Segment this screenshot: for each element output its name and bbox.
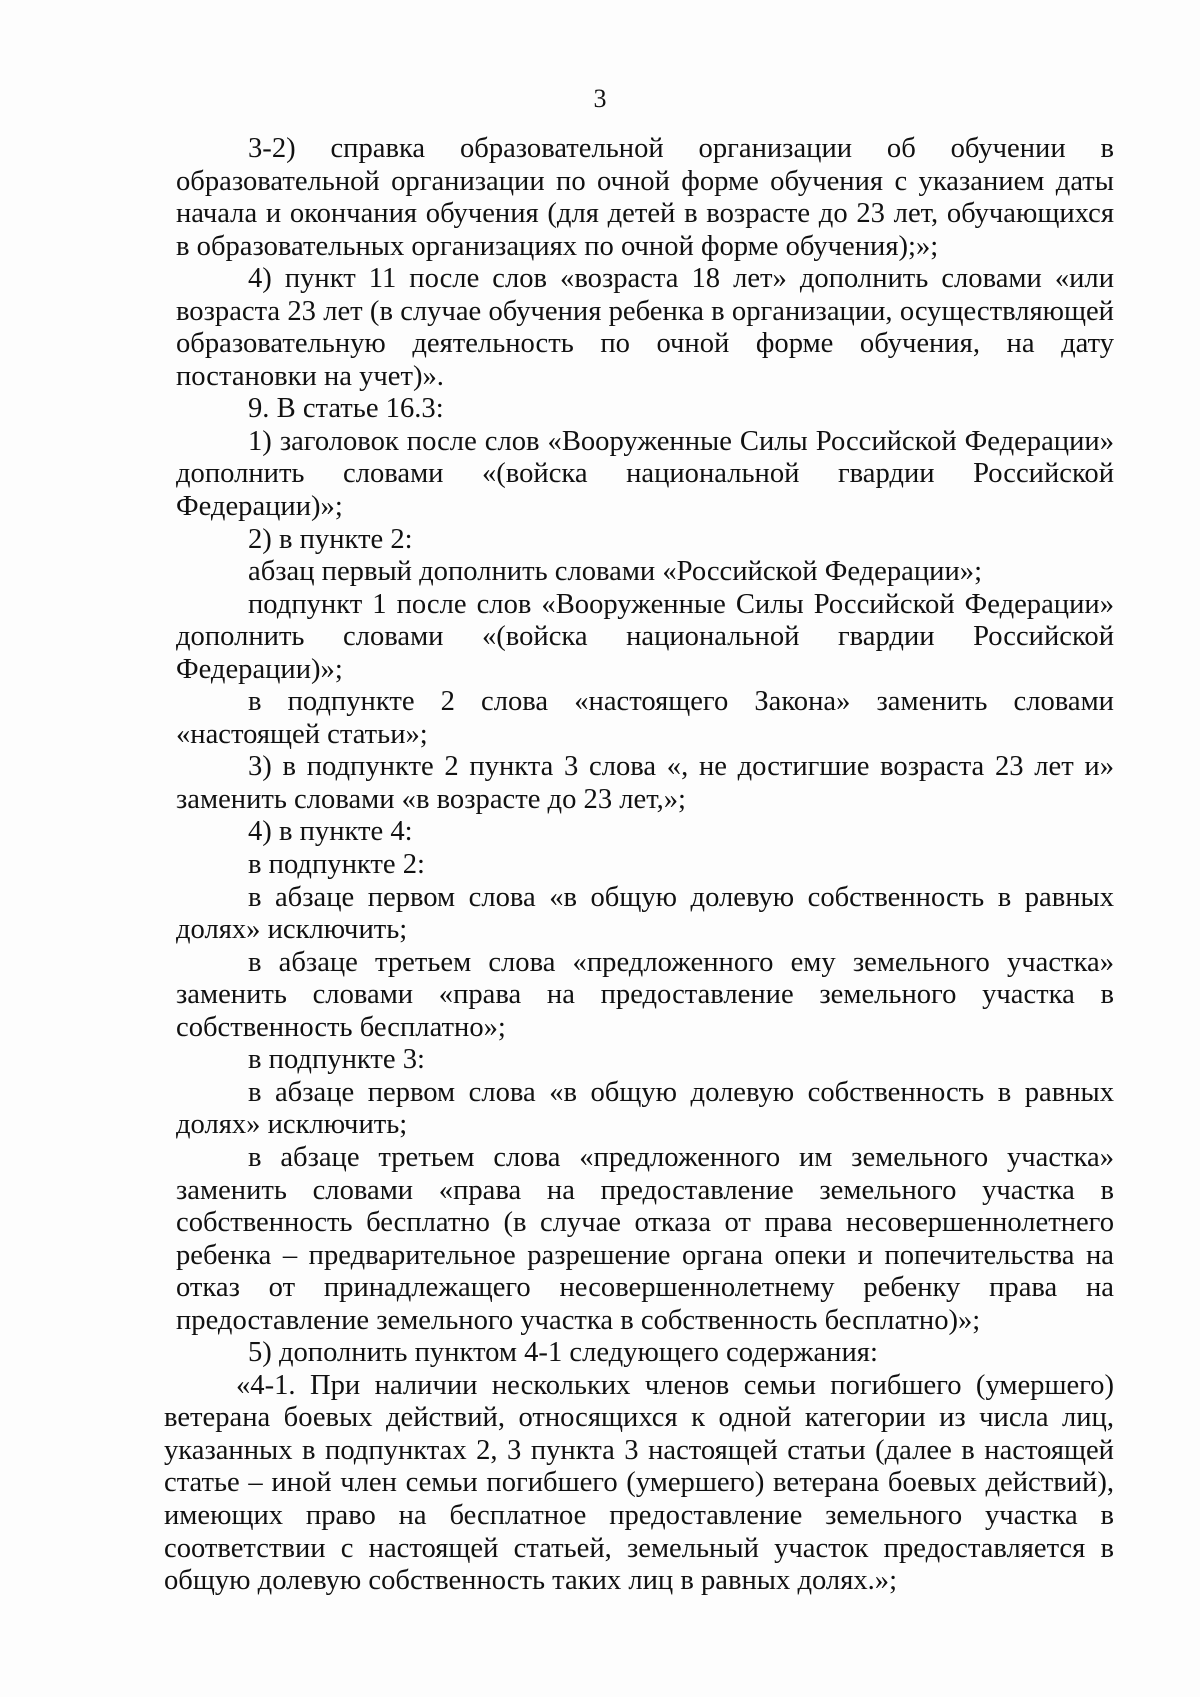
- page-number: 3: [593, 84, 607, 113]
- paragraph-item-1-title: 1) заголовок после слов «Вооруженные Силы Российской Федерации» дополнить словами «(войска национальной гвардии Российской Федерации)»;: [176, 425, 1114, 523]
- paragraph-subpoint-2-abzac-3: в абзаце третьем слова «предложенного ему земельного участка» заменить словами «права на предоставление земельного участка в собственность бесплатно»;: [176, 946, 1114, 1043]
- paragraph-subpoint-2-abzac-1: в абзаце первом слова «в общую долевую собственность в равных долях» исключить;: [176, 881, 1114, 946]
- document-body: [164, 133, 1114, 1598]
- paragraph-article-16-3-heading: 9. В статье 16.3:: [248, 393, 444, 425]
- paragraph-item-2-point-2: 2) в пункте 2:: [248, 523, 413, 555]
- paragraph-3-2: 3-2) справка образовательной организации об обучении в образовательной организации по очной форме обучения с указанием даты начала и окончания обучения (для детей в возрасте до 23 лет, обучающихся в образовательных организациях по очной форме обучения);»;: [176, 133, 1114, 262]
- paragraph-subpoint-3-abzac-3: в абзаце третьем слова «предложенного им земельного участка» заменить словами «права на предоставление земельного участка в собственность бесплатно (в случае отказа от права несовершеннолетнего ребенка – предварительное разрешение органа опеки и попечительства на отказ от принадлежащего несовершеннолетнему ребенку права на предоставление земельного участка в собственность бесплатно)»;: [176, 1141, 1114, 1336]
- paragraph-subpoint-1: подпункт 1 после слов «Вооруженные Силы Российской Федерации» дополнить словами «(войска национальной гвардии Российской Федерации)»;: [176, 588, 1114, 685]
- paragraph-item-4-point-4: 4) в пункте 4:: [248, 816, 413, 848]
- paragraph-item-5: 5) дополнить пунктом 4-1 следующего содержания:: [248, 1337, 878, 1369]
- paragraph-item-4-point-11: 4) пункт 11 после слов «возраста 18 лет» дополнить словами «или возраста 23 лет (в случае обучения ребенка в организации, осуществляющей образовательную деятельность по очной форме обучения, на дату постановки на учет)».: [176, 263, 1114, 392]
- paragraph-subpoint-2-heading: в подпункте 2:: [248, 849, 425, 881]
- paragraph-item-3: 3) в подпункте 2 пункта 3 слова «, не достигшие возраста 23 лет и» заменить словами «в возрасте до 23 лет,»;: [176, 751, 1114, 815]
- paragraph-first-abzac: абзац первый дополнить словами «Российской Федерации»;: [248, 556, 983, 588]
- paragraph-subpoint-3-heading: в подпункте 3:: [248, 1044, 425, 1076]
- paragraph-subpoint-2-words: в подпункте 2 слова «настоящего Закона» заменить словами «настоящей статьи»;: [176, 686, 1114, 750]
- quoted-point-4-1: «4-1. При наличии нескольких членов семьи погибшего (умершего) ветерана боевых действий, относящихся к одной категории из числа лиц, указанных в подпунктах 2, 3 пункта 3 настоящей статьи (далее в настоящей статье – иной член семьи погибшего (умершего) ветерана боевых действий), имеющих право на бесплатное предоставление земельного участка в соответствии с настоящей статьей, земельный участок предоставляется в общую долевую собственность таких лиц в равных долях.»;: [164, 1369, 1114, 1597]
- paragraph-subpoint-3-abzac-1: в абзаце первом слова «в общую долевую собственность в равных долях» исключить;: [176, 1076, 1114, 1141]
